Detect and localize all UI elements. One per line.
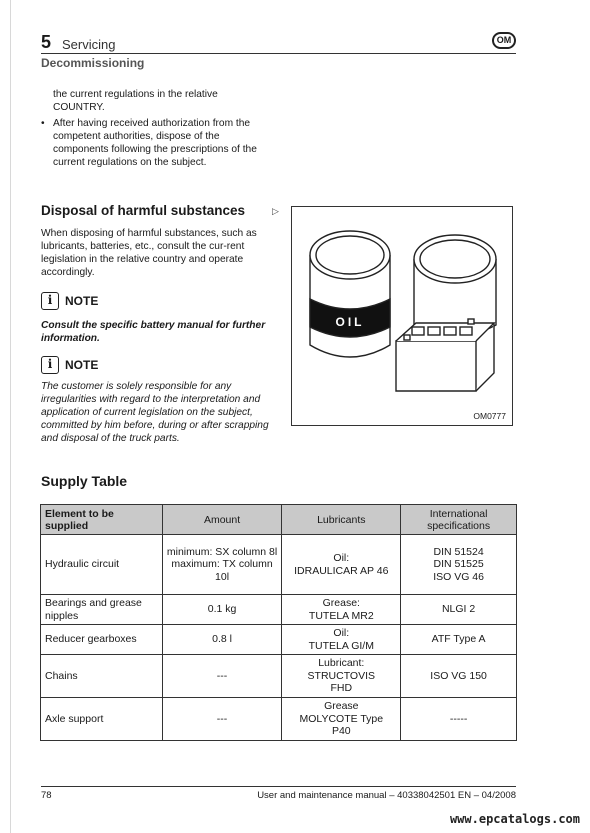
table-cell: ---: [162, 698, 282, 741]
table-cell: Oil: TUTELA GI/M: [282, 625, 401, 655]
supply-table-heading: Supply Table: [41, 473, 128, 489]
info-icon: i: [41, 356, 59, 374]
chapter-title: Servicing: [62, 37, 116, 52]
supply-table: [40, 504, 517, 741]
disposal-intro: When disposing of harmful substances, such as lubricants, batteries, etc., consult the cur-rent legislation in the relative country and operate accordingly.: [41, 228, 257, 278]
note-1-text: Consult the specific battery manual for further information.: [41, 320, 266, 344]
table-cell: -----: [401, 698, 517, 741]
table-row: [41, 655, 517, 698]
manual-reference: User and maintenance manual – 40338042501 EN – 04/2008: [257, 790, 516, 801]
table-cell: NLGI 2: [401, 595, 517, 625]
table-cell: Grease MOLYCOTE Type P40: [282, 698, 401, 741]
watermark-link[interactable]: www.epcatalogs.com: [449, 812, 580, 826]
note-2-text: The customer is solely responsible for any irregularities with regard to the interpretation and application of current legislation on the subject, committed by him before, during or after scrapping and disposal of the truck parts.: [41, 381, 269, 444]
table-cell: Axle support: [41, 698, 163, 741]
column-header: Lubricants: [282, 505, 401, 535]
table-cell: Hydraulic circuit: [41, 535, 163, 595]
table-cell: ATF Type A: [401, 625, 517, 655]
table-row: [41, 595, 517, 625]
bullet-text: After having received authorization from the competent authorities, dispose of the components following the prescriptions of the current regulations on the subject.: [53, 118, 257, 168]
table-cell: Bearings and grease nipples: [41, 595, 163, 625]
table-row: [41, 535, 517, 595]
drums-battery-drawing: [292, 207, 514, 427]
chapter-number: 5: [41, 32, 52, 52]
page-number: 78: [41, 790, 52, 801]
table-cell: Oil: IDRAULICAR AP 46: [282, 535, 401, 595]
table-cell: ---: [162, 655, 282, 698]
page-header: [41, 32, 516, 54]
table-cell: Chains: [41, 655, 163, 698]
bullet-icon: •: [41, 118, 45, 129]
drum-oil-label: OIL: [335, 315, 365, 329]
info-icon: i: [41, 292, 59, 310]
arrow-right-icon: ▷: [272, 206, 279, 216]
table-cell: 0.1 kg: [162, 595, 282, 625]
table-row: [41, 625, 517, 655]
table-cell: DIN 51524 DIN 51525 ISO VG 46: [401, 535, 517, 595]
table-cell: Grease: TUTELA MR2: [282, 595, 401, 625]
note-label: NOTE: [65, 358, 99, 372]
column-header: Amount: [162, 505, 282, 535]
table-header-row: [41, 505, 517, 535]
table-cell: Lubricant: STRUCTOVIS FHD: [282, 655, 401, 698]
table-row: [41, 698, 517, 741]
column-header: Element to be supplied: [41, 505, 163, 535]
table-cell: ISO VG 150: [401, 655, 517, 698]
table-cell: 0.8 l: [162, 625, 282, 655]
table-cell: Reducer gearboxes: [41, 625, 163, 655]
table-cell: minimum: SX column 8l maximum: TX column 10l: [162, 535, 282, 595]
figure-reference: OM0777: [473, 411, 506, 421]
continuation-paragraph: the current regulations in the relative COUNTRY.: [53, 89, 218, 113]
disposal-illustration: [291, 206, 513, 426]
footer-divider: [41, 786, 516, 787]
note-label: NOTE: [65, 294, 99, 308]
om-logo-icon: OM: [492, 32, 516, 49]
column-header: International specifications: [401, 505, 517, 535]
subsection-title: Decommissioning: [41, 56, 145, 70]
page-edge: [10, 0, 11, 833]
disposal-heading: Disposal of harmful substances: [41, 203, 246, 218]
